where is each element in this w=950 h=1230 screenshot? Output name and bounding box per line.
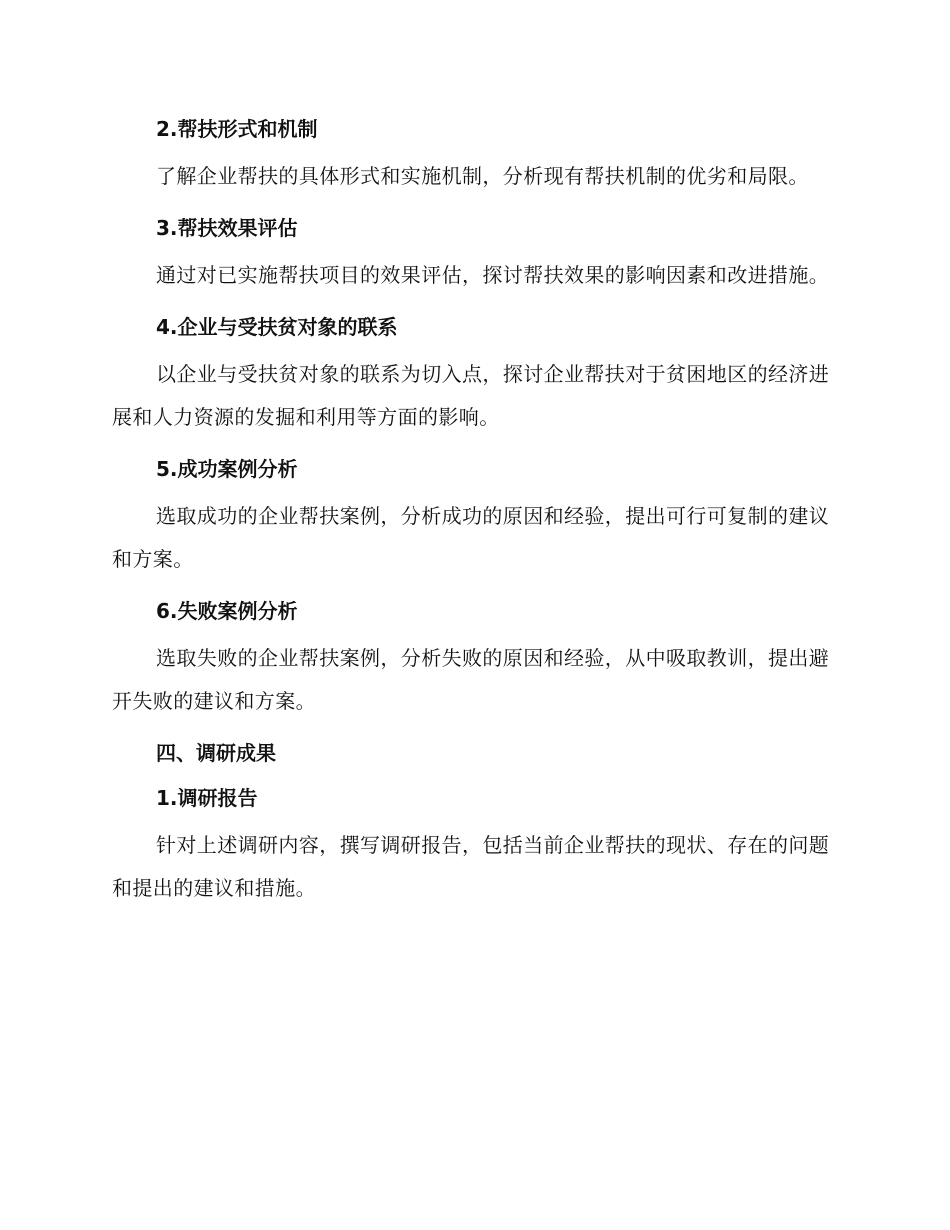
section-paragraph-enterprise-link: 以企业与受扶贫对象的联系为切入点，探讨企业帮扶对于贫困地区的经济进展和人力资源的发掘和利用等方面的影响。: [112, 362, 830, 429]
section-heading-enterprise-link: 4.企业与受扶贫对象的联系: [156, 315, 398, 339]
section-heading-research-report: 1.调研报告: [156, 786, 258, 810]
section-paragraph-failure-cases: 选取失败的企业帮扶案例，分析失败的原因和经验，从中吸取教训，提出避开失败的建议和方案。: [112, 646, 830, 713]
section-heading-success-cases: 5.成功案例分析: [156, 457, 298, 481]
section-heading-help-forms: 2.帮扶形式和机制: [156, 117, 318, 141]
section-paragraph-research-report: 针对上述调研内容，撰写调研报告，包括当前企业帮扶的现状、存在的问题和提出的建议和措施。: [112, 833, 830, 900]
section-paragraph-success-cases: 选取成功的企业帮扶案例，分析成功的原因和经验，提出可行可复制的建议和方案。: [112, 504, 830, 571]
section-paragraph-help-forms: 了解企业帮扶的具体形式和实施机制，分析现有帮扶机制的优劣和局限。: [156, 164, 809, 188]
section-paragraph-effect-evaluation: 通过对已实施帮扶项目的效果评估，探讨帮扶效果的影响因素和改进措施。: [156, 263, 830, 287]
section-heading-failure-cases: 6.失败案例分析: [156, 599, 298, 623]
chapter-heading-research-results: 四、调研成果: [156, 741, 276, 765]
section-heading-effect-evaluation: 3.帮扶效果评估: [156, 216, 298, 240]
document-body: [112, 112, 830, 923]
